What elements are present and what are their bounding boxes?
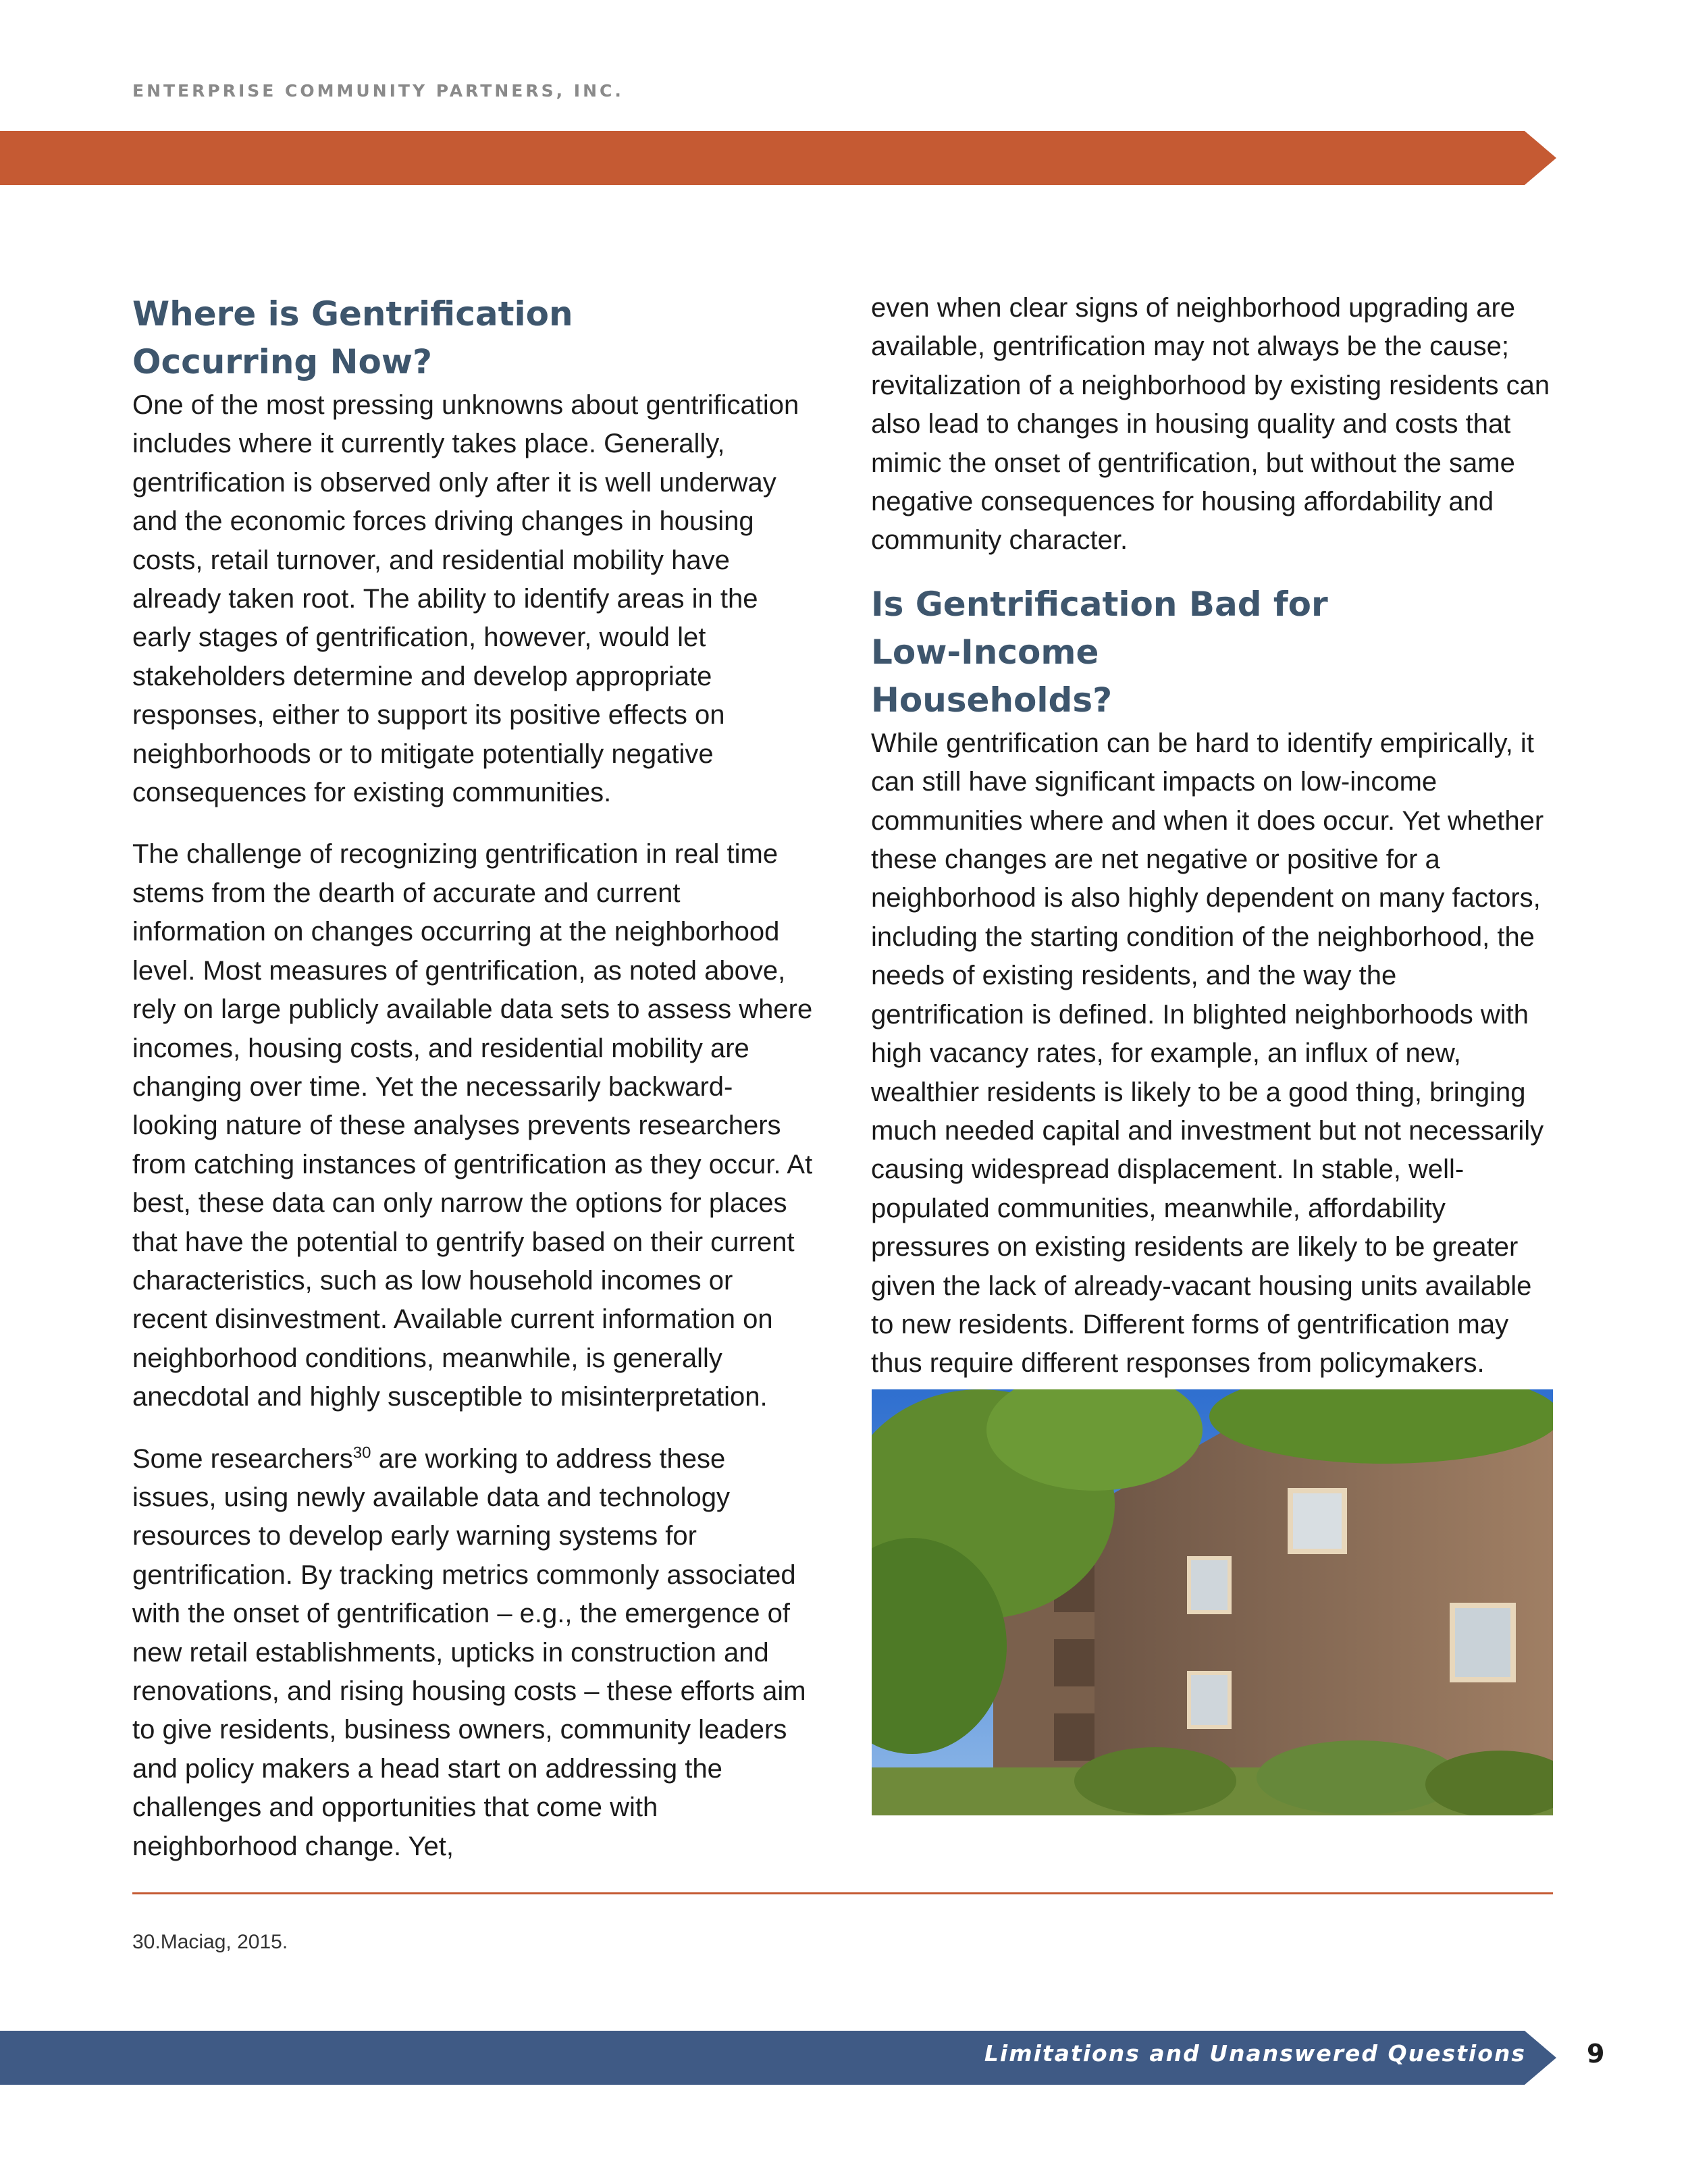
- section-heading-bad: Is Gentrification Bad for Low-Income Households?: [871, 584, 1328, 720]
- paragraph: While gentrification can be hard to identify empirically, it can still have significant impacts on low-income communities where and when it does occur. Yet whether these changes are net negative or positive for a neighborhood is also highly dependent on many factors, including the starting condition of the neighborhood, the needs of existing residents, and the way the gentrification is defined. In blighted neighborhoods with high vacancy rates, for example, an influx of new, wealthier residents is likely to be a good thing, bringing much needed capital and investment but not necessarily causing widespread displacement. In stable, well-populated communities, meanwhile, affordability pressures on existing residents are likely to be greater given the lack of already-vacant housing units available to new residents. Different forms of gentrification may thus require different responses from policymakers.: [871, 728, 1544, 1379]
- right-column: [871, 289, 1553, 1383]
- paragraph: even when clear signs of neighborhood upgrading are available, gentrification may not always be the cause; revitalization of a neighborhood by existing residents can also lead to changes in housing quality and costs that mimic the onset of gentrification, but without the same negative consequences for housing affordability and community character.: [871, 293, 1550, 556]
- paragraph: One of the most pressing unknowns about gentrification includes where it currently takes place. Generally, gentrification is observed only after it is well underway and the economic forces driving changes in housing costs, retail turnover, and residential mobility have already taken root. The ability to identify areas in the early stages of gentrification, however, would let stakeholders determine and develop appropriate responses, either to support its positive effects on neighborhoods or to mitigate potentially negative consequences for existing communities.: [132, 390, 799, 808]
- section-heading-where: Where is Gentrification Occurring Now?: [132, 294, 573, 381]
- running-header: ENTERPRISE COMMUNITY PARTNERS, INC.: [132, 81, 624, 101]
- footnote: 30.Maciag, 2015.: [132, 1931, 288, 1953]
- paragraph: [132, 1440, 814, 1866]
- section-title-footer: Limitations and Unanswered Questions: [984, 2040, 1526, 2067]
- top-arrow-banner: [0, 131, 1556, 185]
- left-column: [132, 290, 814, 1866]
- apartment-building-photo: [872, 1389, 1553, 1815]
- paragraph: The challenge of recognizing gentrification in real time stems from the dearth of accurate and current information on changes occurring at the neighborhood level. Most measures of gentrification, as noted above, rely on large publicly available data sets to assess where incomes, housing costs, and residential mobility are changing over time. Yet the necessarily backward-looking nature of these analyses prevents researchers from catching instances of gentrification as they occur. At best, these data can only narrow the options for places that have the potential to gentrify based on their current characteristics, such as low household incomes or recent disinvestment. Available current information on neighborhood conditions, meanwhile, is generally anecdotal and highly susceptible to misinterpretation.: [132, 839, 813, 1412]
- paragraph-text: are working to address these issues, using newly available data and technology resources to develop early warning systems for gentrification. By tracking metrics commonly associated with the onset of gentrification – e.g., the emergence of new retail establishments, upticks in construction and renovations, and rising housing costs – these efforts aim to give residents, business owners, community leaders and policy makers a head start on addressing the challenges and opportunities that come with neighborhood change. Yet,: [132, 1443, 806, 1861]
- page-number: 9: [1587, 2039, 1605, 2069]
- paragraph-text: Some researchers: [132, 1443, 353, 1474]
- footnote-divider: [132, 1892, 1553, 1894]
- footnote-reference[interactable]: 30: [352, 1443, 371, 1462]
